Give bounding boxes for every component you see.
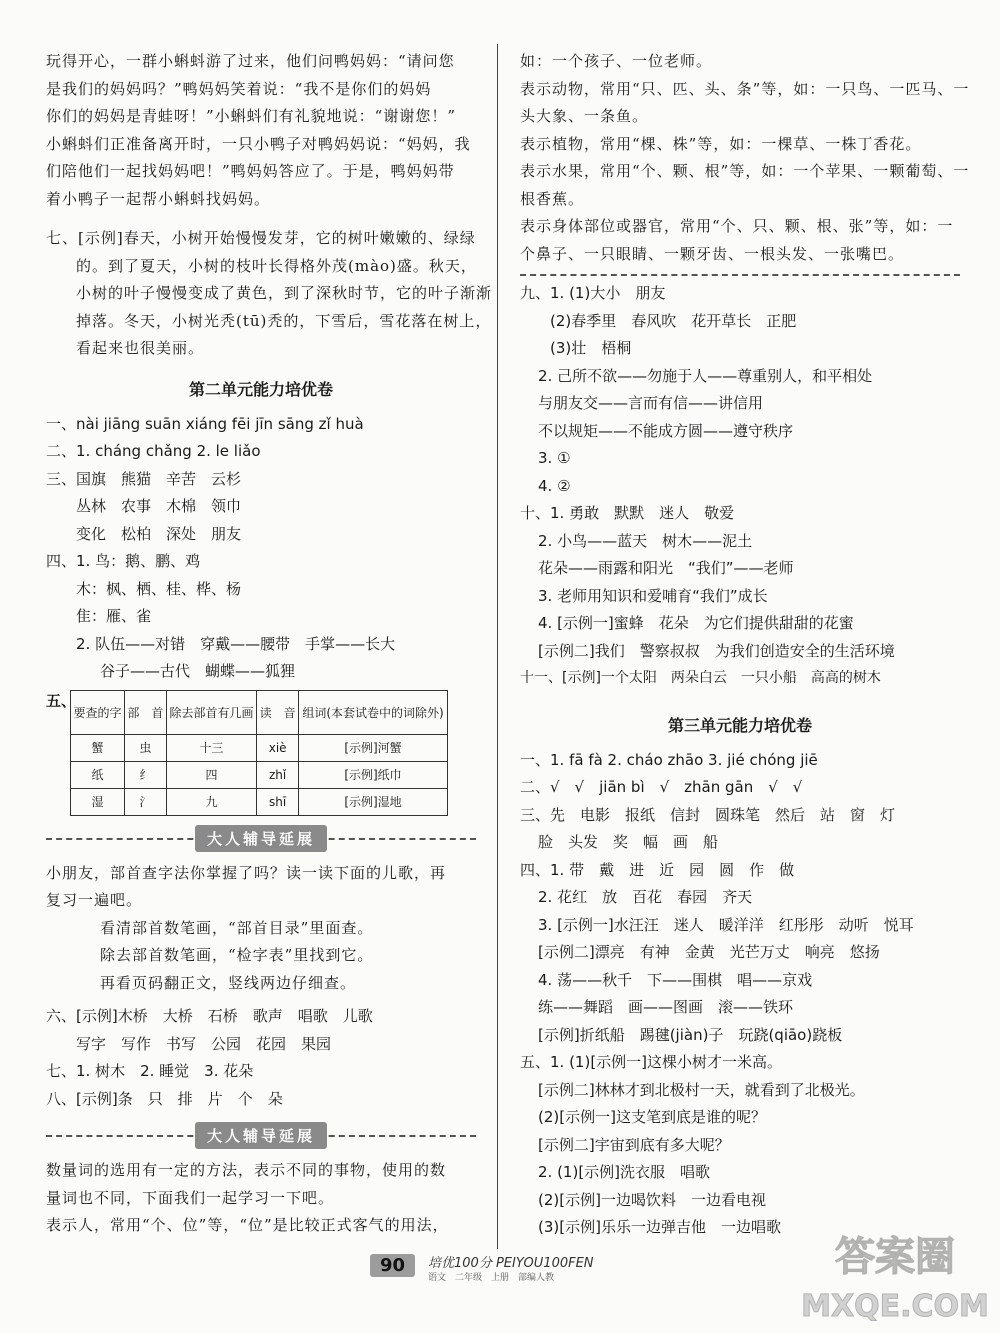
answer-r4-line: [示例二]漂亮 有神 金黄 光芒万丈 响亮 悠扬 xyxy=(538,943,880,961)
watermark-url: MXQE.COM xyxy=(801,1289,989,1324)
answer-3-line: 变化 松柏 深处 朋友 xyxy=(76,524,242,543)
text-line: 小蝌蚪们正准备离开时，一只小鸭子对鸭妈妈说：“妈妈，我 xyxy=(46,134,471,153)
table-cell: 四 xyxy=(166,761,257,788)
text-line: 小朋友，部首查字法你掌握了吗？读一读下面的儿歌，再 xyxy=(46,863,447,882)
table-row xyxy=(71,734,448,761)
right-column xyxy=(520,48,970,1242)
text-line: 是我们的妈妈吗？”鸭妈妈笑着说：“我不是你们的妈妈 xyxy=(46,79,432,98)
text-line: 小树的叶子慢慢变成了黄色，到了深秋时节，它的叶子渐渐 xyxy=(76,284,493,302)
answer-r3-line: 三、先 电影 报纸 信封 圆珠笔 然后 站 窗 灯 xyxy=(520,805,896,824)
answer-r5-line: 五、1. (1)[示例一]这棵小树才一米高。 xyxy=(520,1053,783,1071)
text-line: 根香蕉。 xyxy=(520,189,585,208)
watermark-logo xyxy=(800,1218,990,1330)
table-cell: 纸 xyxy=(71,761,125,788)
text-line: 们陪他们一起找妈妈吧！”鸭妈妈答应了。于是，鸭妈妈带 xyxy=(46,162,455,180)
text-line: 如：一个孩子、一位老师。 xyxy=(520,52,713,70)
text-line: 的。到了夏天，小树的枝叶长得格外茂(mào)盛。秋天， xyxy=(76,256,477,275)
table-cell: 虫 xyxy=(124,734,166,761)
column-divider xyxy=(497,44,498,1249)
answer-r1: 一、1. fā fà 2. cháo zhāo 3. jié chóng jiē xyxy=(520,750,818,769)
text-line: 表示身体部位或器官，常用“个、只、颗、根、张”等，如：一 xyxy=(520,217,954,235)
answer-r4-line: 四、1. 带 戴 进 近 园 圆 作 做 xyxy=(520,860,795,879)
answer-r4-line: 练——舞蹈 画——图画 滚——铁环 xyxy=(538,998,794,1016)
table-header-cell: 除去部首有几画 xyxy=(166,690,257,734)
section-title: 第二单元能力培优卷 xyxy=(188,379,333,399)
table-header-cell: 读 音 xyxy=(257,690,299,734)
table-header-cell: 组词(本套试卷中的词除外) xyxy=(299,690,448,734)
answer-6-line: 六、[示例]木桥 大桥 石桥 歌声 唱歌 儿歌 xyxy=(46,1007,373,1025)
text-line: 你们的妈妈是青蛙呀！”小蝌蚪们有礼貌地说：“谢谢您！” xyxy=(46,107,457,125)
answer-5 xyxy=(46,690,476,816)
answer-4-line: 谷子——古代 蝴蝶——狐狸 xyxy=(100,662,296,680)
answer-r5-line: 2. (1)[示例]洗衣服 唱歌 xyxy=(538,1163,711,1181)
text-line: 个鼻子、一只眼睛、一颗牙齿、一根头发、一张嘴巴。 xyxy=(520,244,905,263)
text-line: 表示人，常用“个、位”等，“位”是比较正式客气的用法， xyxy=(46,1216,449,1234)
answer-9-line: 与朋友交——言而有信——讲信用 xyxy=(538,394,764,412)
answer-3-line: 三、国旗 熊猫 辛苦 云杉 xyxy=(46,469,242,488)
answer-r5-line: (2)[示例]一边喝饮料 一边看电视 xyxy=(538,1190,766,1209)
answer-10-line: 花朵——雨露和阳光 “我们”——老师 xyxy=(538,559,794,577)
poem-line: 除去部首数笔画，“检字表”里找到它。 xyxy=(100,946,374,964)
answer-1: 一、nài jiāng suān xiáng fēi jīn sāng zǐ huà xyxy=(46,414,364,433)
answer-r2: 二、√ √ jiān bì √ zhān gān √ √ xyxy=(520,778,803,796)
story-paragraph xyxy=(46,48,476,213)
extension-text xyxy=(46,1157,476,1240)
section-title: 第三单元能力培优卷 xyxy=(667,715,812,735)
answer-9-line: 2. 己所不欲——勿施于人——尊重别人，和平相处 xyxy=(538,366,873,385)
answer-9-line: 九、1. (1)大小 朋友 xyxy=(520,284,666,302)
answer-10-line: 4. [示例一]蜜蜂 花朵 为它们提供甜甜的花蜜 xyxy=(538,614,854,632)
text-line: 七、[示例]春天，小树开始慢慢发芽，它的树叶嫩嫩的、绿绿 xyxy=(46,229,476,247)
text-line: 玩得开心，一群小蝌蚪游了过来，他们问鸭妈妈：“请问您 xyxy=(46,52,455,70)
answer-9-line: (2)春季里 春风吹 花开草长 正肥 xyxy=(550,311,797,330)
answer-r4-line: 2. 花红 放 百花 春园 齐天 xyxy=(538,888,753,906)
table-cell: 十三 xyxy=(166,734,257,761)
answer-11: 十一、[示例]一个太阳 两朵白云 一只小船 高高的树木 xyxy=(520,670,881,686)
answer-9-line: 3. ① xyxy=(538,449,571,467)
answer-7-paragraph xyxy=(46,225,493,363)
answer-r4-line: 3. [示例一]水汪汪 迷人 暖洋洋 红彤彤 动听 悦耳 xyxy=(538,915,914,934)
text-line: 表示植物，常用“棵、株”等，如：一棵草、一株丁香花。 xyxy=(520,134,922,153)
answer-r5-line: (2)[示例一]这支笔到底是谁的呢？ xyxy=(538,1108,766,1126)
text-line: 表示动物，常用“只、匹、头、条”等，如：一只鸟、一匹马、一 xyxy=(520,79,970,98)
answer-10-line: 3. 老师用知识和爱哺育“我们”成长 xyxy=(538,586,768,605)
footer-subtitle: 语文 二年级 上册 部编人教 xyxy=(428,1273,555,1283)
answer-r5-line: [示例二]宇宙到底有多大呢？ xyxy=(538,1135,730,1154)
table-header-cell: 要查的字 xyxy=(71,690,125,734)
text-line: 复习一遍吧。 xyxy=(46,891,143,909)
answer-6-line: 写字 写作 书写 公园 花园 果园 xyxy=(76,1034,332,1053)
text-line: 着小鸭子一起帮小蝌蚪找妈妈。 xyxy=(46,189,271,208)
table-header-cell: 部 首 xyxy=(124,690,166,734)
answer-r5-line: (3)[示例]乐乐一边弹吉他 一边唱歌 xyxy=(538,1218,781,1236)
dashed-rule xyxy=(520,274,960,276)
dictionary-table xyxy=(70,690,448,816)
text-line: 量词也不同，下面我们一起学习一下吧。 xyxy=(46,1188,335,1207)
table-cell: zhǐ xyxy=(257,761,299,788)
text-line: 头大象、一条鱼。 xyxy=(520,107,649,125)
answer-3-line: 丛林 农事 木棉 领巾 xyxy=(76,497,242,515)
extension-banner xyxy=(46,1119,476,1153)
answer-10-line: 十、1. 勇敢 默默 迷人 敬爱 xyxy=(520,504,735,522)
banner-label: 大人辅导延展 xyxy=(195,825,327,852)
answer-9-line: (3)壮 梧桐 xyxy=(550,339,632,357)
answer-4-line: 木：枫、栖、桂、桦、杨 xyxy=(76,579,242,598)
answer-r4-line: 4. 荡——秋千 下——围棋 唱——京戏 xyxy=(538,970,813,989)
table-cell: shī xyxy=(257,788,299,815)
answer-10-line: [示例二]我们 警察叔叔 为我们创造安全的生活环境 xyxy=(538,641,895,660)
page-number: 90 xyxy=(370,1254,415,1277)
answer-r3-line: 脸 头发 奖 幅 画 船 xyxy=(538,833,719,851)
answer-2: 二、1. cháng chǎng 2. le liǎo xyxy=(46,442,261,460)
table-cell: [示例]湿地 xyxy=(299,788,448,815)
table-cell: xiè xyxy=(257,734,299,761)
banner-label: 大人辅导延展 xyxy=(195,1122,327,1149)
answer-4-line: 隹：雁、雀 xyxy=(76,607,152,625)
table-header-row xyxy=(71,690,448,734)
table-cell: 纟 xyxy=(124,761,166,788)
text-line: 表示水果，常用“个、颗、根”等，如：一个苹果、一颗葡萄、一 xyxy=(520,162,970,180)
table-cell: 氵 xyxy=(124,788,166,815)
table-cell: [示例]河蟹 xyxy=(299,734,448,761)
text-line: 看起来也很美丽。 xyxy=(76,339,205,357)
table-row xyxy=(71,761,448,788)
table-cell: 湿 xyxy=(71,788,125,815)
extension-continued xyxy=(520,48,970,268)
extension-banner xyxy=(46,822,476,856)
table-cell: 蟹 xyxy=(71,734,125,761)
answer-9-line: 4. ② xyxy=(538,476,571,495)
table-row xyxy=(71,788,448,815)
left-column xyxy=(46,48,493,1240)
watermark-title: 答案圈 xyxy=(835,1234,955,1280)
page-footer xyxy=(370,1252,620,1284)
text-line: 掉落。冬天，小树光秃(tū)秃的，下雪后，雪花落在树上， xyxy=(76,311,492,330)
answer-4-line: 四、1. 鸟：鹅、鹏、鸡 xyxy=(46,552,201,570)
answer-7b: 七、1. 树木 2. 睡觉 3. 花朵 xyxy=(46,1062,254,1080)
answer-10-line: 2. 小鸟——蓝天 树木——泥土 xyxy=(538,531,753,550)
brand-name: 培优100分 PEIYOU100FEN xyxy=(428,1256,594,1271)
poem-line: 看清部首数笔画，“部首目录”里面查。 xyxy=(100,918,374,937)
poem-line: 再看页码翻正文，竖线两边仔细查。 xyxy=(100,973,357,992)
answer-r5-line: [示例二]林林才到北极村一天，就看到了北极光。 xyxy=(538,1080,865,1099)
table-cell: 九 xyxy=(166,788,257,815)
answer-8: 八、[示例]条 只 排 片 个 朵 xyxy=(46,1089,283,1108)
text-line: 数量词的选用有一定的方法，表示不同的事物，使用的数 xyxy=(46,1161,447,1179)
answer-r4-line: [示例]折纸船 踢毽(jiàn)子 玩跷(qiāo)跷板 xyxy=(538,1025,843,1044)
answer-4-line: 2. 队伍——对错 穿戴——腰带 手掌——长大 xyxy=(76,634,396,653)
answer-5-label: 五、 xyxy=(46,691,77,710)
table-cell: [示例]纸巾 xyxy=(299,761,448,788)
answer-9-line: 不以规矩——不能成方圆——遵守秩序 xyxy=(538,421,794,440)
extension-text xyxy=(46,860,476,998)
